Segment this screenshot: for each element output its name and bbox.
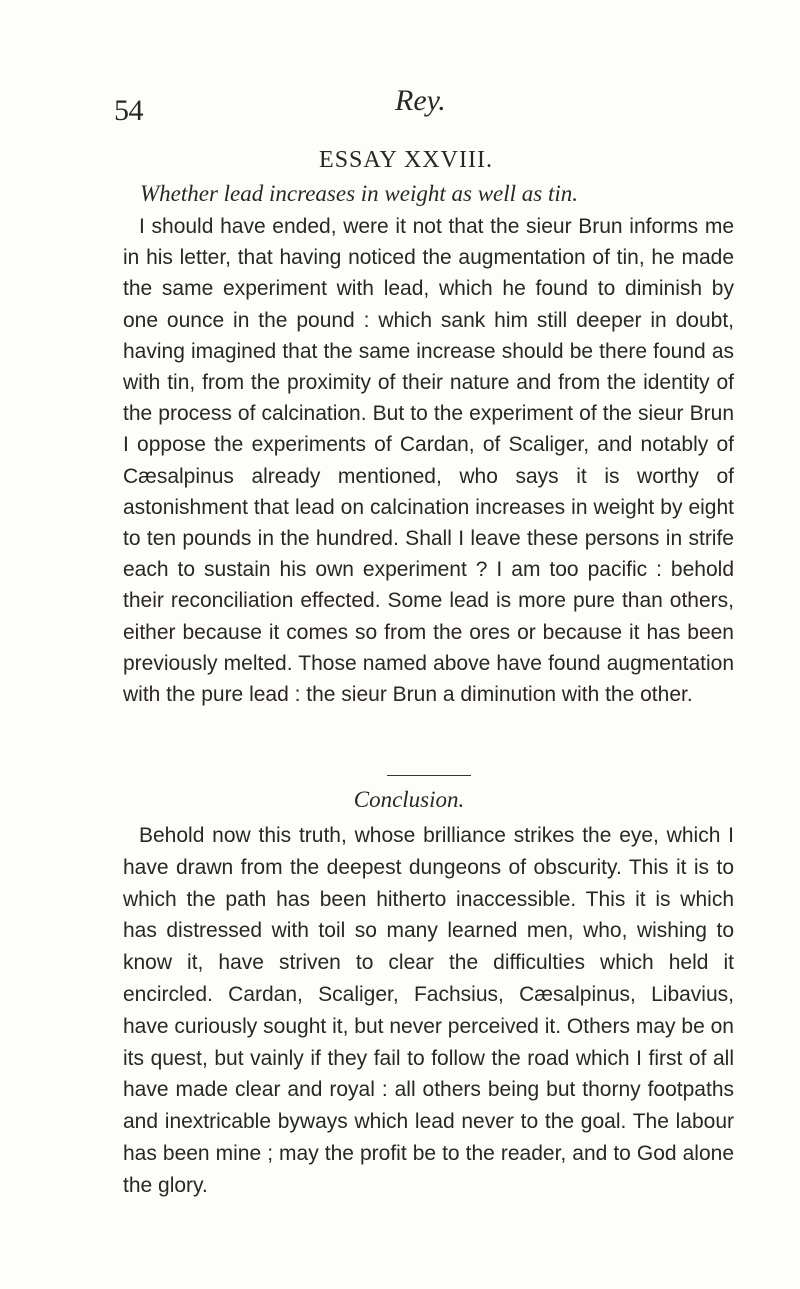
page-header <box>0 86 800 126</box>
essay-paragraph: I should have ended, were it not that the sieur Brun informs me in his letter, that having noticed the augmentation of tin, he made the same experiment with lead, which he found to diminish by one ounce in the pound : which sank him still deeper in doubt, having imagined that the same increase should be there found as with tin, from the proximity of their nature and from the identity of the process of calcination. But to the experiment of the sieur Brun I oppose the experiments of Cardan, of Scaliger, and notably of Cæsalpinus already mentioned, who says it is worthy of astonishment that lead on calcination increases in weight by eight to ten pounds in the hundred. Shall I leave these persons in strife each to sustain his own experiment ? I am too pacific : behold their reconciliation effected. Some lead is more pure than others, either because it comes so from the ores or because it has been previously melted. Those named above have found augmentation with the pure lead : the sieur Brun a diminution with the other. <box>123 215 734 707</box>
essay-body <box>123 211 734 710</box>
page-number: 54 <box>114 94 143 127</box>
essay-title: ESSAY XXVIII. <box>319 147 493 173</box>
running-head: Rey. <box>395 84 446 117</box>
conclusion-paragraph: Behold now this truth, whose brilliance strikes the eye, which I have drawn from the deepest dungeons of obscurity. This it is to which the path has been hitherto inaccessible. This it is which has distressed with toil so many learned men, who, wishing to know it, have striven to clear the difficulties which held it encircled. Cardan, Scaliger, Fachsius, Cæsalpinus, Libavius, have curiously sought it, but never perceived it. Others may be on its quest, but vainly if they fail to follow the road which I first of all have made clear and royal : all others being but thorny footpaths and inextricable byways which lead never to the goal. The labour has been mine ; may the profit be to the reader, and to God alone the glory. <box>123 824 734 1197</box>
conclusion-body <box>123 820 734 1202</box>
essay-subtitle: Whether lead increases in weight as well as tin. <box>140 181 579 206</box>
section-divider <box>387 775 471 776</box>
conclusion-heading: Conclusion. <box>353 787 465 812</box>
